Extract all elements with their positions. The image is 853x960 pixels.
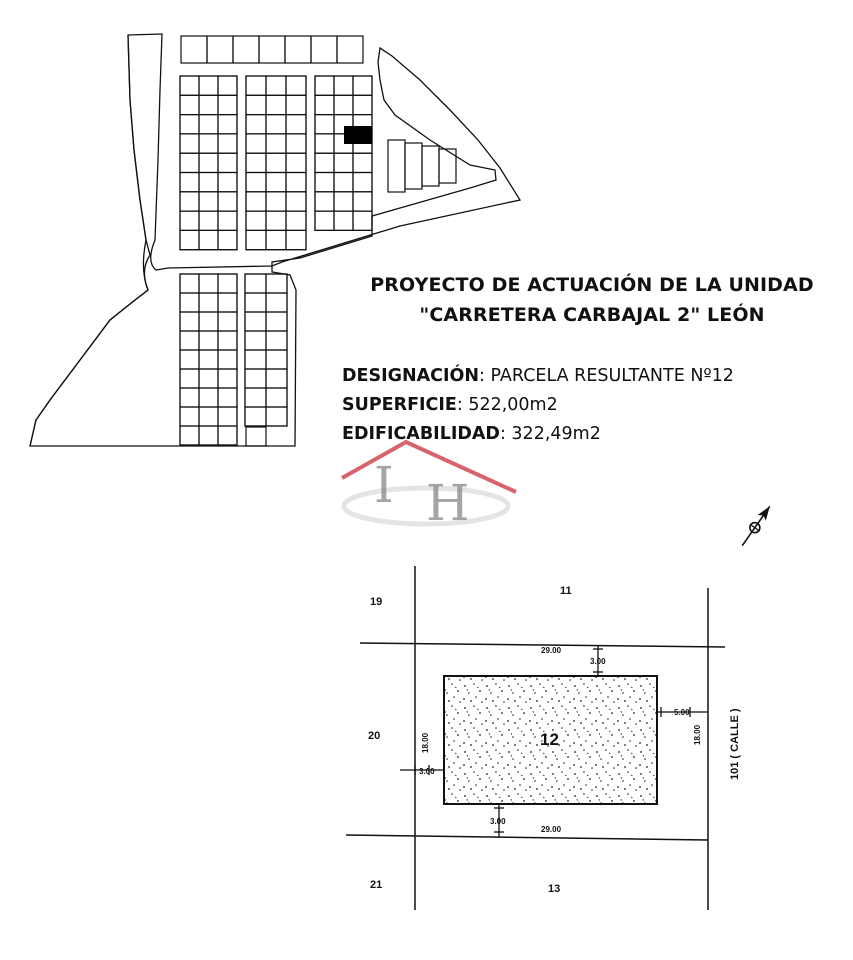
neighbor-19: 19 (370, 596, 383, 608)
neighbor-20: 20 (368, 730, 381, 742)
designacion-label: DESIGNACIÓN (342, 366, 480, 386)
designacion-value: PARCELA RESULTANTE Nº12 (490, 366, 734, 386)
neighbor-11: 11 (560, 585, 572, 597)
dim-bottom-width: 29.00 (541, 825, 562, 834)
project-title-line2: "CARRETERA CARBAJAL 2" LEÓN (419, 304, 765, 326)
dim-right-depth: 18.00 (693, 724, 702, 745)
spec-edificabilidad: EDIFICABILIDAD: 322,49m2 (342, 424, 601, 444)
dim-left-depth: 18.00 (421, 732, 430, 753)
project-title-line1: PROYECTO DE ACTUACIÓN DE LA UNIDAD (370, 274, 814, 296)
parcel-bottom-boundary (346, 835, 708, 840)
neighbor-13: 13 (548, 883, 561, 895)
dim-bottom-setback: 3.00 (490, 817, 506, 826)
street-label: 101 ( CALLE ) (729, 708, 741, 780)
parcel-number: 12 (540, 730, 559, 749)
logo-letter-h: H (426, 474, 470, 528)
dim-top-setback: 3.00 (590, 657, 606, 666)
edificabilidad-label: EDIFICABILIDAD (342, 424, 500, 444)
logo-letter-i: I (374, 456, 394, 514)
neighbor-21: 21 (370, 879, 383, 891)
superficie-label: SUPERFICIE (342, 395, 457, 415)
spec-superficie: SUPERFICIE: 522,00m2 (342, 395, 558, 415)
dim-left-setback: 3.00 (419, 767, 435, 776)
spec-designacion: DESIGNACIÓN: PARCELA RESULTANTE Nº12 (342, 366, 734, 386)
dim-right-setback: 5.00 (674, 708, 690, 717)
dim-top-width: 29.00 (541, 646, 562, 655)
edificabilidad-value: 322,49m2 (511, 424, 601, 444)
superficie-value: 522,00m2 (468, 395, 558, 415)
